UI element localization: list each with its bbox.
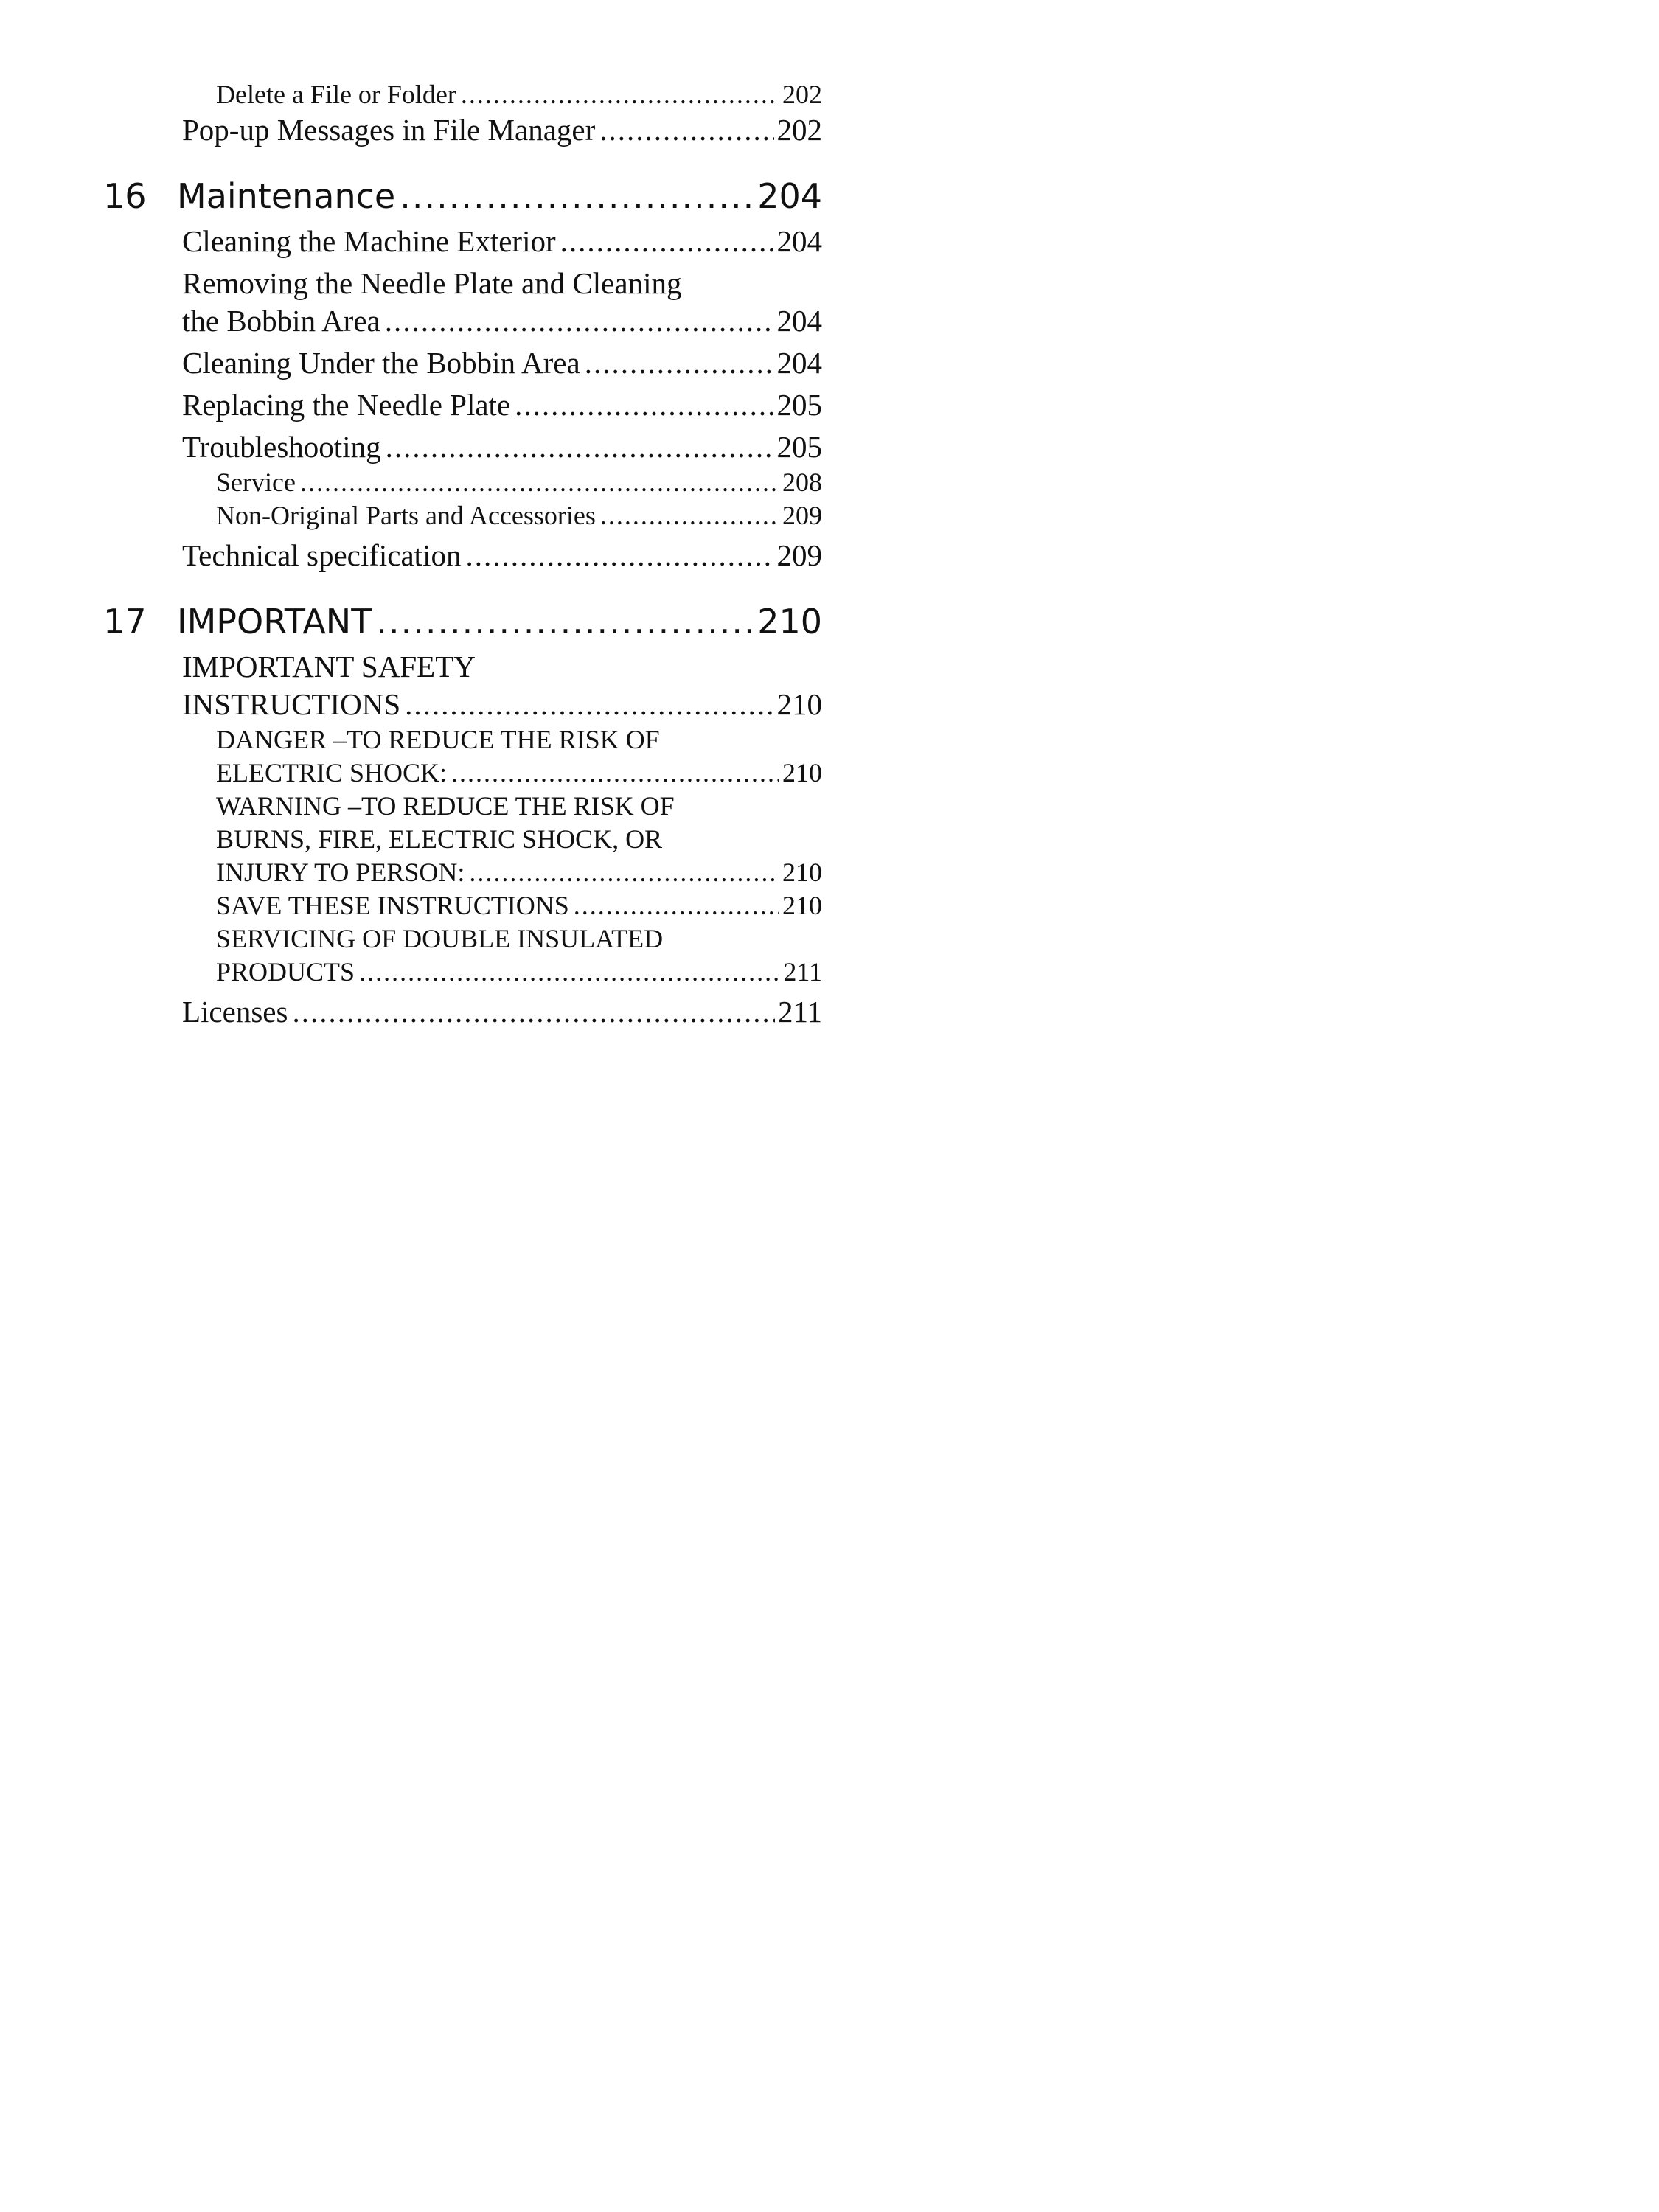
chapter-page: 204 (757, 176, 822, 216)
dot-leader (300, 466, 779, 499)
dot-leader (376, 599, 754, 644)
toc-entry-servicing-double-insulated[interactable] (103, 922, 822, 989)
toc-entry-page: 208 (782, 467, 822, 497)
toc-entry-cleaning-machine-exterior[interactable] (103, 223, 822, 260)
toc-entry-title-line2: PRODUCTS (216, 957, 355, 987)
toc-entry-save-these-instructions[interactable] (103, 889, 822, 922)
toc-entry-title: Service (216, 467, 296, 497)
dot-leader (515, 386, 773, 424)
chapter-page: 210 (757, 602, 822, 641)
toc-entry-removing-needle-plate[interactable] (103, 265, 822, 340)
toc-chapter-17[interactable] (103, 599, 822, 644)
toc-entry-replacing-needle-plate[interactable] (103, 386, 822, 424)
toc-entry-licenses[interactable] (103, 993, 822, 1031)
toc-entry-page: 210 (782, 858, 822, 887)
toc-entry-title: Licenses (182, 995, 288, 1029)
toc-entry-service[interactable] (103, 466, 822, 499)
toc-entry-title: Delete a File or Folder (216, 80, 456, 109)
toc-entry-title-line1: IMPORTANT SAFETY (182, 650, 476, 684)
dot-leader (599, 111, 773, 149)
toc-entry-page: 204 (776, 346, 822, 380)
toc-entry-title-line2: the Bobbin Area (182, 304, 380, 338)
toc-entry-title: Non-Original Parts and Accessories (216, 501, 596, 530)
table-of-contents (103, 78, 822, 1031)
toc-entry-title-line3: INJURY TO PERSON: (216, 858, 465, 887)
toc-entry-page: 211 (783, 957, 822, 987)
dot-leader (405, 686, 773, 723)
chapter-number: 17 (103, 602, 147, 641)
dot-leader (469, 856, 779, 889)
dot-leader (574, 889, 779, 922)
toc-entry-title-line1: SERVICING OF DOUBLE INSULATED (216, 924, 664, 953)
toc-entry-title-line1: DANGER –TO REDUCE THE RISK OF (216, 725, 660, 754)
toc-entry-title-line2: ELECTRIC SHOCK: (216, 758, 448, 787)
dot-leader (560, 223, 774, 260)
toc-entry-danger[interactable] (103, 723, 822, 790)
chapter-title: Maintenance (177, 176, 396, 216)
dot-leader (461, 78, 779, 111)
toc-entry-page: 210 (782, 758, 822, 787)
toc-entry-title-line2: BURNS, FIRE, ELECTRIC SHOCK, OR (216, 824, 663, 854)
toc-entry-page: 204 (776, 224, 822, 258)
dot-leader (600, 499, 779, 532)
dot-leader (400, 174, 754, 218)
toc-chapter-16[interactable] (103, 174, 822, 218)
toc-entry-troubleshooting[interactable] (103, 428, 822, 466)
toc-entry-page: 202 (776, 113, 822, 147)
dot-leader (359, 956, 780, 989)
chapter-title: IMPORTANT (177, 602, 372, 641)
toc-entry-title: Replacing the Needle Plate (182, 388, 511, 422)
toc-entry-title-line2: INSTRUCTIONS (182, 687, 401, 721)
toc-entry-title-line1: WARNING –TO REDUCE THE RISK OF (216, 791, 675, 821)
toc-entry-warning[interactable] (103, 790, 822, 889)
dot-leader (292, 993, 775, 1031)
dot-leader (465, 537, 773, 574)
toc-entry-page: 202 (782, 80, 822, 109)
toc-entry-title: Cleaning Under the Bobbin Area (182, 346, 580, 380)
chapter-number: 16 (103, 176, 147, 216)
toc-entry-title: Pop-up Messages in File Manager (182, 113, 596, 147)
toc-entry-title: SAVE THESE INSTRUCTIONS (216, 891, 569, 920)
toc-entry-title: Technical specification (182, 538, 462, 572)
toc-entry-delete-file-or-folder[interactable] (103, 78, 822, 111)
toc-entry-page: 204 (776, 304, 822, 338)
toc-entry-technical-specification[interactable] (103, 537, 822, 574)
dot-leader (385, 302, 774, 340)
toc-entry-page: 210 (782, 891, 822, 920)
dot-leader (585, 344, 774, 382)
toc-entry-title: Cleaning the Machine Exterior (182, 224, 556, 258)
toc-entry-page: 205 (776, 430, 822, 464)
toc-entry-popup-messages[interactable] (103, 111, 822, 149)
dot-leader (386, 428, 774, 466)
toc-entry-title: Troubleshooting (182, 430, 381, 464)
toc-entry-page: 210 (776, 687, 822, 721)
toc-entry-page: 211 (778, 995, 822, 1029)
toc-entry-important-safety-instructions[interactable] (103, 648, 822, 723)
toc-entry-cleaning-under-bobbin[interactable] (103, 344, 822, 382)
toc-entry-page: 209 (776, 538, 822, 572)
toc-entry-non-original-parts[interactable] (103, 499, 822, 532)
dot-leader (451, 757, 779, 790)
toc-entry-title-line1: Removing the Needle Plate and Cleaning (182, 266, 682, 300)
toc-entry-page: 209 (782, 501, 822, 530)
toc-entry-page: 205 (776, 388, 822, 422)
